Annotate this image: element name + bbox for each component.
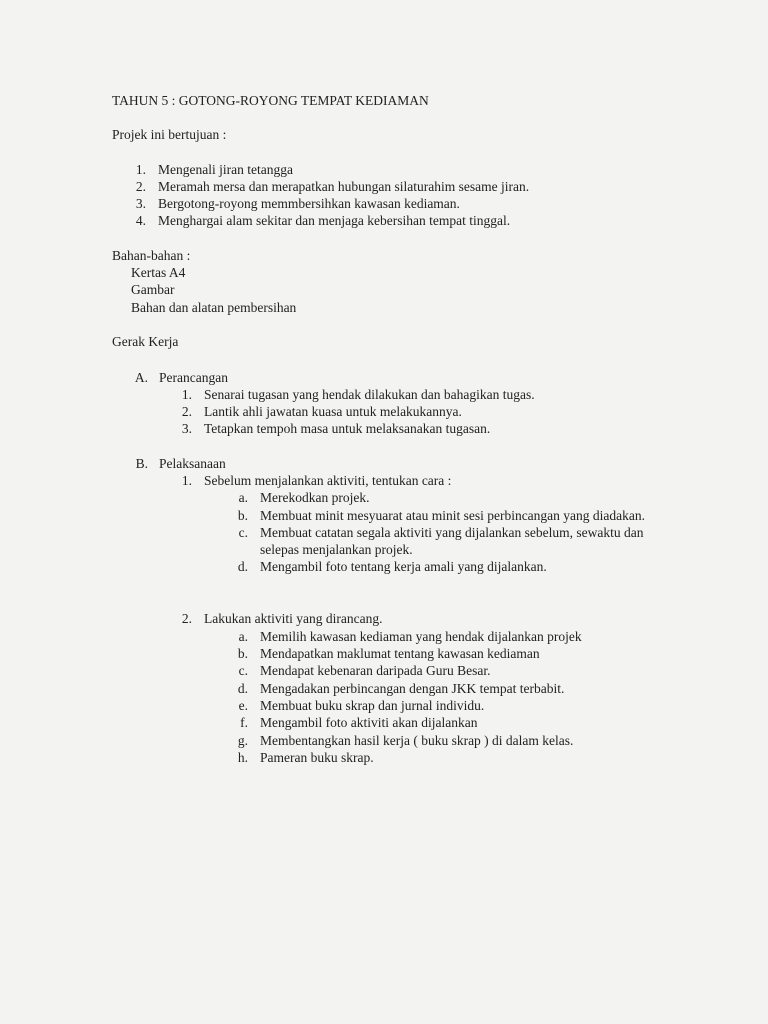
section-title: Perancangan bbox=[159, 370, 228, 385]
section-letter: A. bbox=[134, 370, 148, 385]
subitem-text: Membuat buku skrap dan jurnal individu. bbox=[260, 698, 485, 713]
section-letter: B. bbox=[135, 456, 148, 471]
objective-number: 4. bbox=[135, 213, 146, 228]
subitem-letter: b. bbox=[237, 646, 248, 661]
objective-number: 2. bbox=[135, 179, 146, 194]
objective-number: 1. bbox=[135, 162, 146, 177]
step-number: 3. bbox=[181, 421, 192, 436]
subitem-letter: d. bbox=[237, 681, 248, 696]
step-number: 1. bbox=[181, 473, 192, 488]
subitem-letter: c. bbox=[238, 663, 248, 678]
subitem-text: Mendapatkan maklumat tentang kawasan kediaman bbox=[260, 646, 540, 661]
subitem-text-continued: selepas menjalankan projek. bbox=[260, 542, 413, 557]
procedure-heading: Gerak Kerja bbox=[112, 334, 179, 349]
step-text: Tetapkan tempoh masa untuk melaksanakan tugasan. bbox=[204, 421, 491, 436]
objective-text: Meramah mersa dan merapatkan hubungan silaturahim sesame jiran. bbox=[158, 179, 530, 194]
objective-text: Mengenali jiran tetangga bbox=[158, 162, 293, 177]
subitem-text: Membuat minit mesyuarat atau minit sesi perbincangan yang diadakan. bbox=[260, 508, 646, 523]
subitem-text: Mendapat kebenaran daripada Guru Besar. bbox=[260, 663, 491, 678]
material-item: Bahan dan alatan pembersihan bbox=[131, 300, 297, 315]
step-number: 1. bbox=[181, 387, 192, 402]
step-text: Sebelum menjalankan aktiviti, tentukan cara : bbox=[204, 473, 452, 488]
subitem-letter: f. bbox=[240, 715, 248, 730]
subitem-letter: h. bbox=[237, 750, 248, 765]
subitem-letter: c. bbox=[238, 525, 248, 540]
subitem-text: Membuat catatan segala aktiviti yang dijalankan sebelum, sewaktu dan bbox=[260, 525, 644, 540]
subitem-letter: b. bbox=[237, 508, 248, 523]
subitem-letter: a. bbox=[238, 490, 248, 505]
subitem-letter: g. bbox=[237, 733, 248, 748]
subitem-text: Mengambil foto aktiviti akan dijalankan bbox=[260, 715, 478, 730]
material-item: Gambar bbox=[131, 282, 175, 297]
objectives-intro: Projek ini bertujuan : bbox=[112, 127, 227, 142]
subitem-text: Merekodkan projek. bbox=[260, 490, 370, 505]
step-number: 2. bbox=[181, 611, 192, 626]
materials-heading: Bahan-bahan : bbox=[112, 248, 191, 263]
subitem-letter: e. bbox=[238, 698, 248, 713]
objective-text: Menghargai alam sekitar dan menjaga kebersihan tempat tinggal. bbox=[158, 213, 511, 228]
subitem-text: Membentangkan hasil kerja ( buku skrap ) di dalam kelas. bbox=[260, 733, 574, 748]
subitem-text: Memilih kawasan kediaman yang hendak dijalankan projek bbox=[260, 629, 582, 644]
step-text: Lakukan aktiviti yang dirancang. bbox=[204, 611, 383, 626]
step-number: 2. bbox=[181, 404, 192, 419]
objective-number: 3. bbox=[135, 196, 146, 211]
section-title: Pelaksanaan bbox=[159, 456, 226, 471]
subitem-text: Mengambil foto tentang kerja amali yang dijalankan. bbox=[260, 559, 547, 574]
objective-text: Bergotong-royong memmbersihkan kawasan kediaman. bbox=[158, 196, 460, 211]
document-title: TAHUN 5 : GOTONG-ROYONG TEMPAT KEDIAMAN bbox=[112, 93, 429, 108]
step-text: Senarai tugasan yang hendak dilakukan dan bahagikan tugas. bbox=[204, 387, 535, 402]
step-text: Lantik ahli jawatan kuasa untuk melakukannya. bbox=[204, 404, 462, 419]
subitem-letter: a. bbox=[238, 629, 248, 644]
subitem-text: Mengadakan perbincangan dengan JKK tempat terbabit. bbox=[260, 681, 565, 696]
subitem-letter: d. bbox=[237, 559, 248, 574]
subitem-text: Pameran buku skrap. bbox=[260, 750, 374, 765]
material-item: Kertas A4 bbox=[131, 265, 186, 280]
